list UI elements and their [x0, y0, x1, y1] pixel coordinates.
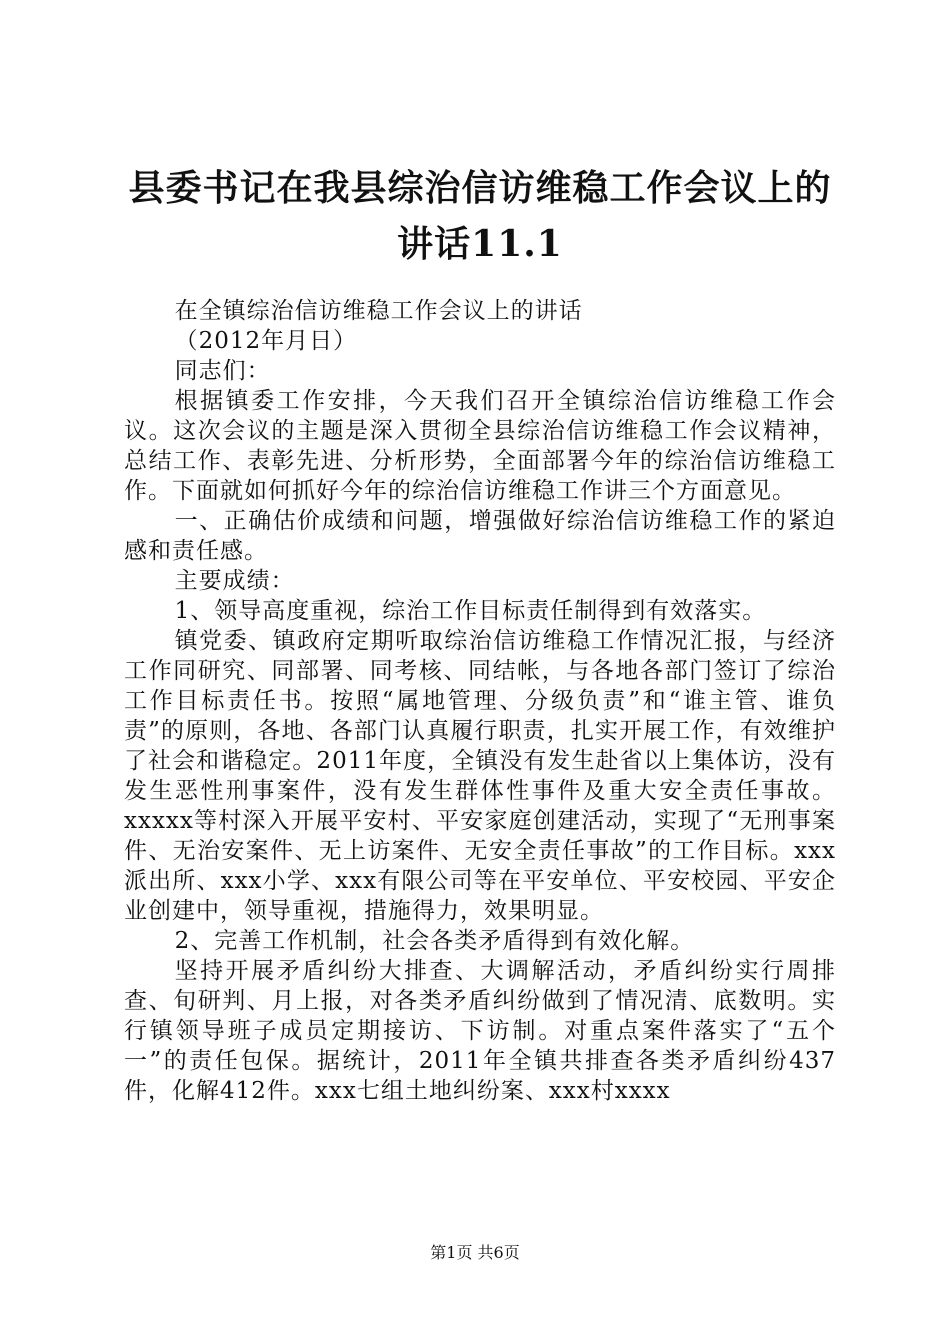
speech-heading: 在全镇综治信访维稳工作会议上的讲话 — [174, 298, 583, 324]
point-body-1: 镇党委、镇政府定期听取综治信访维稳工作情况汇报，与经济工作同研究、同部署、同考核、同结帐，与各地各部门签订了综治工作目标责任书。按照“属地管理、分级负责”和“谁主管、谁负责”的原则，各地、各部门认真履行职责，扎实开展工作，有效维护了社会和谐稳定。2011年度，全镇没有发生赴省以上集体访，没有发生恶性刑事案件，没有发生群体性事件及重大安全责任事故。xxxxx等村深入开展平安村、平安家庭创建活动，实现了“无刑事案件、无治安案件、无上访案件、无安全责任事故”的工作目标。xxx派出所、xxx小学、xxx有限公司等在平安单位、平安校园、平安企业创建中，领导重视，措施得力，效果明显。 — [124, 628, 836, 924]
intro-paragraph: 根据镇委工作安排，今天我们召开全镇综治信访维稳工作会议。这次会议的主题是深入贯彻全县综治信访维稳工作会议精神，总结工作、表彰先进、分析形势，全面部署今年的综治信访维稳工作。下面就如何抓好今年的综治信访维稳工作讲三个方面意见。 — [124, 388, 836, 504]
point-body-2: 坚持开展矛盾纠纷大排查、大调解活动，矛盾纠纷实行周排查、旬研判、月上报，对各类矛盾纠纷做到了情况清、底数明。实行镇领导班子成员定期接访、下访制。对重点案件落实了“五个一”的责任包保。据统计，2011年全镇共排查各类矛盾纠纷437件，化解412件。xxx七组土地纠纷案、xxx村xxxx — [124, 958, 836, 1104]
point-heading-1: 1、领导高度重视，综治工作目标责任制得到有效落实。 — [174, 598, 767, 624]
section-heading-1: 一、正确估价成绩和问题，增强做好综治信访维稳工作的紧迫感和责任感。 — [124, 508, 836, 564]
page-footer: 第1页 共6页 — [430, 1243, 520, 1262]
salutation: 同志们： — [174, 358, 271, 384]
point-heading-2: 2、完善工作机制，社会各类矛盾得到有效化解。 — [174, 928, 695, 954]
document-title: 县委书记在我县综治信访维稳工作会议上的讲话11.1 — [128, 167, 832, 265]
subheading-achievements: 主要成绩： — [174, 568, 295, 594]
speech-date: （2012年月日） — [174, 328, 358, 354]
document-body — [124, 296, 836, 1106]
